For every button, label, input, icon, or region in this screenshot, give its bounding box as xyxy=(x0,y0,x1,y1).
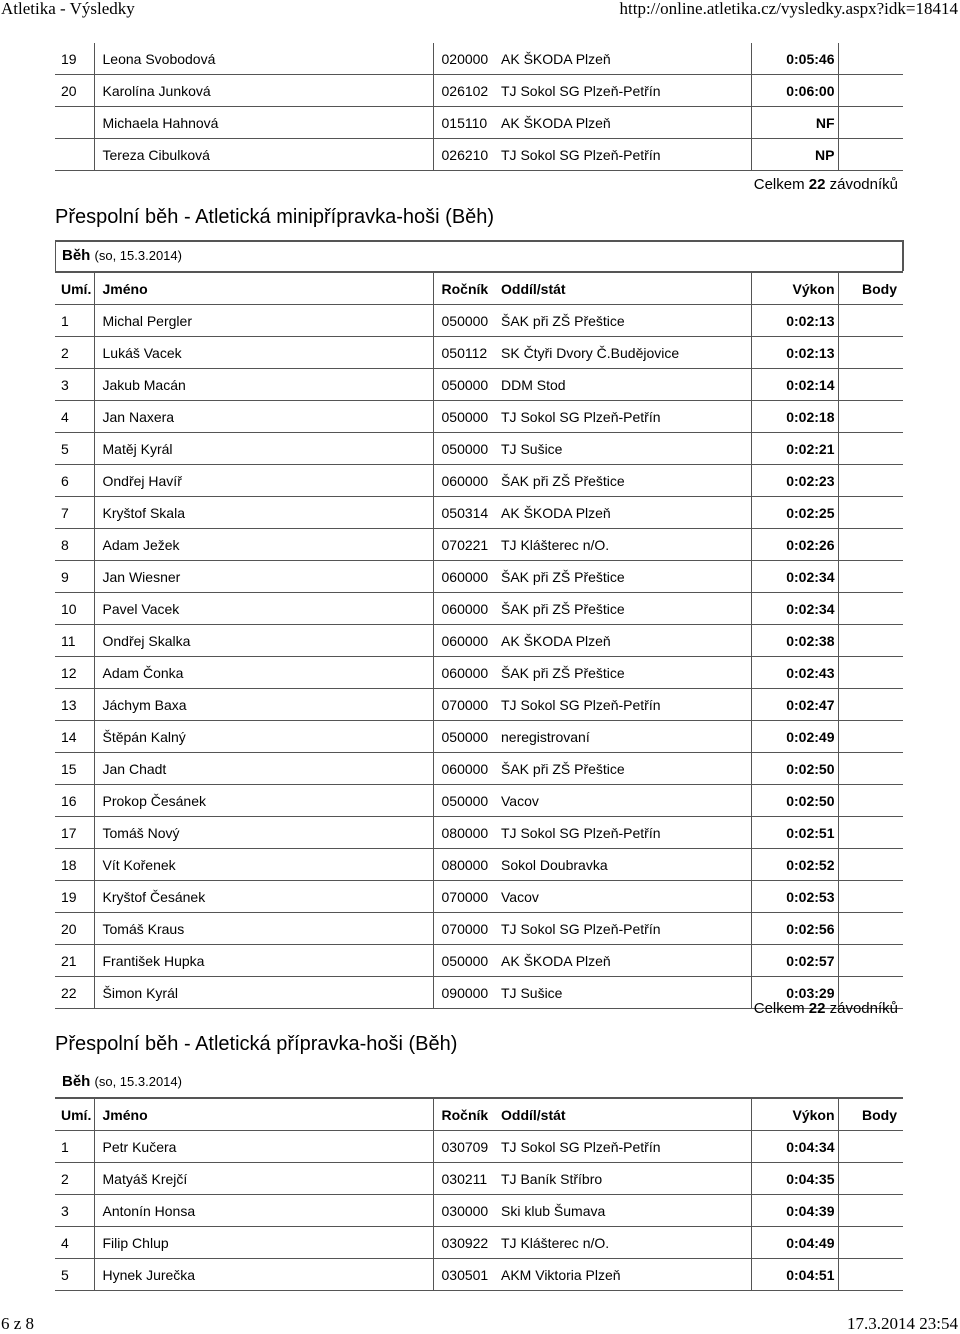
cell-result: 0:02:13 xyxy=(751,305,838,337)
cell-place: 22 xyxy=(55,977,94,1009)
cell-name: Lukáš Vacek xyxy=(94,337,433,369)
table-row xyxy=(55,721,903,753)
cell-name: Leona Svobodová xyxy=(94,43,433,75)
table-row xyxy=(55,139,903,171)
table-row xyxy=(55,561,903,593)
cell-born: 060000 xyxy=(433,753,493,785)
cell-points xyxy=(838,465,903,497)
cell-place: 20 xyxy=(55,913,94,945)
cell-result: NP xyxy=(751,139,838,171)
cell-place: 10 xyxy=(55,593,94,625)
cell-born: 060000 xyxy=(433,561,493,593)
cell-result: 0:02:34 xyxy=(751,593,838,625)
event-subheader-2 xyxy=(62,1073,182,1091)
cell-points xyxy=(838,139,903,171)
cell-born: 060000 xyxy=(433,465,493,497)
cell-result: NF xyxy=(751,107,838,139)
event-date-2: (so, 15.3.2014) xyxy=(94,1074,182,1089)
cell-club: AKM Viktoria Plzeň xyxy=(493,1259,751,1291)
cell-result: 0:02:57 xyxy=(751,945,838,977)
cell-born: 050000 xyxy=(433,785,493,817)
print-footer xyxy=(0,1314,960,1334)
cell-place: 4 xyxy=(55,1227,94,1259)
cell-points xyxy=(838,401,903,433)
cell-points xyxy=(838,913,903,945)
cell-points xyxy=(838,753,903,785)
cell-place: 6 xyxy=(55,465,94,497)
cell-points xyxy=(838,817,903,849)
cell-name: Matyáš Krejčí xyxy=(94,1163,433,1195)
table-row xyxy=(55,465,903,497)
cell-points xyxy=(838,369,903,401)
cell-place: 4 xyxy=(55,401,94,433)
cell-club: TJ Sokol SG Plzeň-Petřín xyxy=(493,401,751,433)
cell-club: Sokol Doubravka xyxy=(493,849,751,881)
cell-club: neregistrovaní xyxy=(493,721,751,753)
table-row xyxy=(55,593,903,625)
table-row xyxy=(55,945,903,977)
cell-place: 11 xyxy=(55,625,94,657)
cell-born: 070221 xyxy=(433,529,493,561)
cell-born: 020000 xyxy=(433,43,493,75)
cell-points xyxy=(838,529,903,561)
cell-name: Matěj Kyrál xyxy=(94,433,433,465)
table-row xyxy=(55,529,903,561)
table-row xyxy=(55,753,903,785)
cell-place: 16 xyxy=(55,785,94,817)
cell-name: Jáchym Baxa xyxy=(94,689,433,721)
cell-born: 080000 xyxy=(433,849,493,881)
col-header-place: Umí. xyxy=(55,272,94,305)
col-header-born: Ročník xyxy=(433,272,493,305)
cell-born: 070000 xyxy=(433,689,493,721)
cell-points xyxy=(838,305,903,337)
table-row xyxy=(55,369,903,401)
cell-points xyxy=(838,337,903,369)
cell-result: 0:04:49 xyxy=(751,1227,838,1259)
cell-result: 0:02:23 xyxy=(751,465,838,497)
cell-club: AK ŠKODA Plzeň xyxy=(493,497,751,529)
table-row xyxy=(55,43,903,75)
cell-points xyxy=(838,721,903,753)
cell-result: 0:02:52 xyxy=(751,849,838,881)
cell-name: Adam Čonka xyxy=(94,657,433,689)
results-table-continued xyxy=(55,43,903,171)
print-header xyxy=(0,0,960,20)
table-row xyxy=(55,433,903,465)
cell-place: 15 xyxy=(55,753,94,785)
cell-result: 0:02:49 xyxy=(751,721,838,753)
cell-club: TJ Sokol SG Plzeň-Petřín xyxy=(493,689,751,721)
cell-name: Karolína Junková xyxy=(94,75,433,107)
cell-name: Adam Ježek xyxy=(94,529,433,561)
table-row xyxy=(55,107,903,139)
cell-place xyxy=(55,139,94,171)
cell-result: 0:02:34 xyxy=(751,561,838,593)
cell-born: 030211 xyxy=(433,1163,493,1195)
table-row xyxy=(55,305,903,337)
cell-club: SK Čtyři Dvory Č.Budějovice xyxy=(493,337,751,369)
cell-result: 0:02:14 xyxy=(751,369,838,401)
cell-points xyxy=(838,107,903,139)
cell-place: 3 xyxy=(55,369,94,401)
cell-place: 19 xyxy=(55,881,94,913)
cell-born: 030000 xyxy=(433,1195,493,1227)
cell-name: František Hupka xyxy=(94,945,433,977)
cell-points xyxy=(838,849,903,881)
col-header-born: Ročník xyxy=(433,1098,493,1131)
cell-name: Jan Wiesner xyxy=(94,561,433,593)
cell-points xyxy=(838,785,903,817)
cell-result: 0:02:38 xyxy=(751,625,838,657)
cell-name: Prokop Česánek xyxy=(94,785,433,817)
cell-name: Michal Pergler xyxy=(94,305,433,337)
cell-result: 0:02:50 xyxy=(751,785,838,817)
table-row xyxy=(55,657,903,689)
cell-place: 5 xyxy=(55,433,94,465)
cell-result: 0:02:25 xyxy=(751,497,838,529)
event-name-2: Běh xyxy=(62,1073,91,1090)
cell-place: 1 xyxy=(55,305,94,337)
cell-result: 0:04:35 xyxy=(751,1163,838,1195)
cell-result: 0:04:39 xyxy=(751,1195,838,1227)
cell-club: Vacov xyxy=(493,785,751,817)
event-subheader xyxy=(62,247,182,265)
cell-club: AK ŠKODA Plzeň xyxy=(493,43,751,75)
cell-club: Vacov xyxy=(493,881,751,913)
print-footer-page: 6 z 8 xyxy=(1,1314,35,1333)
cell-place: 21 xyxy=(55,945,94,977)
cell-points xyxy=(838,561,903,593)
cell-result: 0:02:21 xyxy=(751,433,838,465)
cell-result: 0:02:43 xyxy=(751,657,838,689)
col-header-result: Výkon xyxy=(751,1098,838,1131)
cell-place: 12 xyxy=(55,657,94,689)
cell-place: 19 xyxy=(55,43,94,75)
cell-name: Tereza Cibulková xyxy=(94,139,433,171)
table-row xyxy=(55,881,903,913)
cell-result: 0:04:51 xyxy=(751,1259,838,1291)
cell-place: 2 xyxy=(55,337,94,369)
cell-club: ŠAK při ZŠ Přeštice xyxy=(493,657,751,689)
cell-result: 0:05:46 xyxy=(751,43,838,75)
print-header-title: Atletika - Výsledky xyxy=(1,0,135,18)
cell-born: 030709 xyxy=(433,1131,493,1163)
cell-points xyxy=(838,593,903,625)
col-header-club: Oddíl/stát xyxy=(493,1098,751,1131)
cell-points xyxy=(838,75,903,107)
cell-place xyxy=(55,107,94,139)
cell-club: TJ Klášterec n/O. xyxy=(493,529,751,561)
cell-points xyxy=(838,1131,903,1163)
cell-name: Vít Kořenek xyxy=(94,849,433,881)
cell-name: Tomáš Nový xyxy=(94,817,433,849)
cell-points xyxy=(838,1195,903,1227)
cell-born: 015110 xyxy=(433,107,493,139)
table-row xyxy=(55,913,903,945)
results-table-pripravka xyxy=(55,1097,903,1291)
cell-born: 050000 xyxy=(433,305,493,337)
table-row xyxy=(55,497,903,529)
cell-result: 0:02:13 xyxy=(751,337,838,369)
col-header-name: Jméno xyxy=(94,1098,433,1131)
cell-name: Kryštof Skala xyxy=(94,497,433,529)
cell-name: Petr Kučera xyxy=(94,1131,433,1163)
cell-club: AK ŠKODA Plzeň xyxy=(493,945,751,977)
cell-name: Jan Chadt xyxy=(94,753,433,785)
cell-born: 050000 xyxy=(433,721,493,753)
cell-club: AK ŠKODA Plzeň xyxy=(493,107,751,139)
cell-club: TJ Sokol SG Plzeň-Petřín xyxy=(493,913,751,945)
cell-club: ŠAK při ZŠ Přeštice xyxy=(493,593,751,625)
section-title-minipripravka: Přespolní běh - Atletická minipřípravka-hoši (Běh) xyxy=(55,206,495,228)
cell-born: 050000 xyxy=(433,401,493,433)
cell-points xyxy=(838,689,903,721)
cell-points xyxy=(838,1163,903,1195)
col-header-club: Oddíl/stát xyxy=(493,272,751,305)
cell-name: Ondřej Skalka xyxy=(94,625,433,657)
cell-born: 060000 xyxy=(433,625,493,657)
cell-born: 070000 xyxy=(433,881,493,913)
cell-points xyxy=(838,657,903,689)
cell-born: 050314 xyxy=(433,497,493,529)
cell-born: 050000 xyxy=(433,369,493,401)
cell-club: ŠAK při ZŠ Přeštice xyxy=(493,753,751,785)
event-date: (so, 15.3.2014) xyxy=(94,248,182,263)
cell-born: 050000 xyxy=(433,433,493,465)
cell-result: 0:02:56 xyxy=(751,913,838,945)
cell-result: 0:02:50 xyxy=(751,753,838,785)
table-row xyxy=(55,689,903,721)
cell-club: ŠAK při ZŠ Přeštice xyxy=(493,465,751,497)
cell-name: Štěpán Kalný xyxy=(94,721,433,753)
cell-place: 1 xyxy=(55,1131,94,1163)
cell-name: Hynek Jurečka xyxy=(94,1259,433,1291)
cell-name: Ondřej Havíř xyxy=(94,465,433,497)
cell-born: 070000 xyxy=(433,913,493,945)
cell-club: TJ Sokol SG Plzeň-Petřín xyxy=(493,139,751,171)
col-header-points: Body xyxy=(838,1098,903,1131)
cell-points xyxy=(838,43,903,75)
table-row xyxy=(55,1131,903,1163)
cell-result: 0:06:00 xyxy=(751,75,838,107)
col-header-name: Jméno xyxy=(94,272,433,305)
cell-club: AK ŠKODA Plzeň xyxy=(493,625,751,657)
table-row xyxy=(55,1227,903,1259)
cell-name: Michaela Hahnová xyxy=(94,107,433,139)
table-header-row xyxy=(55,1098,903,1131)
cell-born: 080000 xyxy=(433,817,493,849)
cell-result: 0:03:29 xyxy=(751,977,838,1009)
cell-born: 060000 xyxy=(433,593,493,625)
results-table-minipripravka xyxy=(55,271,903,1009)
cell-points xyxy=(838,1259,903,1291)
cell-born: 030501 xyxy=(433,1259,493,1291)
cell-points xyxy=(838,1227,903,1259)
cell-born: 026102 xyxy=(433,75,493,107)
cell-points xyxy=(838,945,903,977)
table-row xyxy=(55,337,903,369)
cell-club: TJ Sokol SG Plzeň-Petřín xyxy=(493,75,751,107)
cell-place: 9 xyxy=(55,561,94,593)
cell-place: 18 xyxy=(55,849,94,881)
cell-name: Jakub Macán xyxy=(94,369,433,401)
cell-name: Pavel Vacek xyxy=(94,593,433,625)
cell-club: TJ Sokol SG Plzeň-Petřín xyxy=(493,817,751,849)
cell-place: 7 xyxy=(55,497,94,529)
cell-result: 0:02:53 xyxy=(751,881,838,913)
cell-club: TJ Sokol SG Plzeň-Petřín xyxy=(493,1131,751,1163)
cell-club: TJ Sušice xyxy=(493,977,751,1009)
cell-club: DDM Stod xyxy=(493,369,751,401)
cell-name: Filip Chlup xyxy=(94,1227,433,1259)
event-name: Běh xyxy=(62,247,91,264)
box-top-border xyxy=(55,240,903,242)
total-count-top: Celkem 22 závodníků xyxy=(753,176,898,193)
print-footer-datetime: 17.3.2014 23:54 xyxy=(847,1314,958,1333)
cell-place: 2 xyxy=(55,1163,94,1195)
box-left-border xyxy=(55,240,56,271)
col-header-result: Výkon xyxy=(751,272,838,305)
cell-club: TJ Klášterec n/O. xyxy=(493,1227,751,1259)
cell-born: 090000 xyxy=(433,977,493,1009)
cell-club: Ski klub Šumava xyxy=(493,1195,751,1227)
cell-result: 0:02:26 xyxy=(751,529,838,561)
box-right-border xyxy=(902,240,904,271)
cell-points xyxy=(838,881,903,913)
cell-place: 20 xyxy=(55,75,94,107)
cell-name: Tomáš Kraus xyxy=(94,913,433,945)
table-header-row xyxy=(55,272,903,305)
section-title-pripravka: Přespolní běh - Atletická přípravka-hoši (Běh) xyxy=(55,1033,458,1055)
table-row xyxy=(55,625,903,657)
cell-result: 0:02:47 xyxy=(751,689,838,721)
cell-name: Šimon Kyrál xyxy=(94,977,433,1009)
cell-club: ŠAK při ZŠ Přeštice xyxy=(493,561,751,593)
table-row xyxy=(55,1195,903,1227)
cell-result: 0:02:18 xyxy=(751,401,838,433)
cell-name: Jan Naxera xyxy=(94,401,433,433)
cell-points xyxy=(838,497,903,529)
cell-club: ŠAK při ZŠ Přeštice xyxy=(493,305,751,337)
cell-place: 8 xyxy=(55,529,94,561)
table-row xyxy=(55,401,903,433)
cell-club: TJ Sušice xyxy=(493,433,751,465)
table-row xyxy=(55,785,903,817)
total-count-section1: Celkem 22 závodníků xyxy=(753,1000,898,1017)
table-row xyxy=(55,1163,903,1195)
cell-place: 13 xyxy=(55,689,94,721)
table-row xyxy=(55,849,903,881)
cell-place: 3 xyxy=(55,1195,94,1227)
col-header-place: Umí. xyxy=(55,1098,94,1131)
cell-born: 050112 xyxy=(433,337,493,369)
cell-born: 050000 xyxy=(433,945,493,977)
cell-points xyxy=(838,433,903,465)
cell-place: 5 xyxy=(55,1259,94,1291)
table-row xyxy=(55,817,903,849)
cell-born: 026210 xyxy=(433,139,493,171)
table-row xyxy=(55,1259,903,1291)
col-header-points: Body xyxy=(838,272,903,305)
cell-result: 0:02:51 xyxy=(751,817,838,849)
cell-place: 17 xyxy=(55,817,94,849)
cell-born: 030922 xyxy=(433,1227,493,1259)
table-row xyxy=(55,75,903,107)
cell-name: Antonín Honsa xyxy=(94,1195,433,1227)
cell-points xyxy=(838,625,903,657)
cell-result: 0:04:34 xyxy=(751,1131,838,1163)
cell-name: Kryštof Česánek xyxy=(94,881,433,913)
cell-place: 14 xyxy=(55,721,94,753)
cell-born: 060000 xyxy=(433,657,493,689)
cell-club: TJ Baník Stříbro xyxy=(493,1163,751,1195)
print-header-url: http://online.atletika.cz/vysledky.aspx?idk=18414 xyxy=(619,0,958,18)
